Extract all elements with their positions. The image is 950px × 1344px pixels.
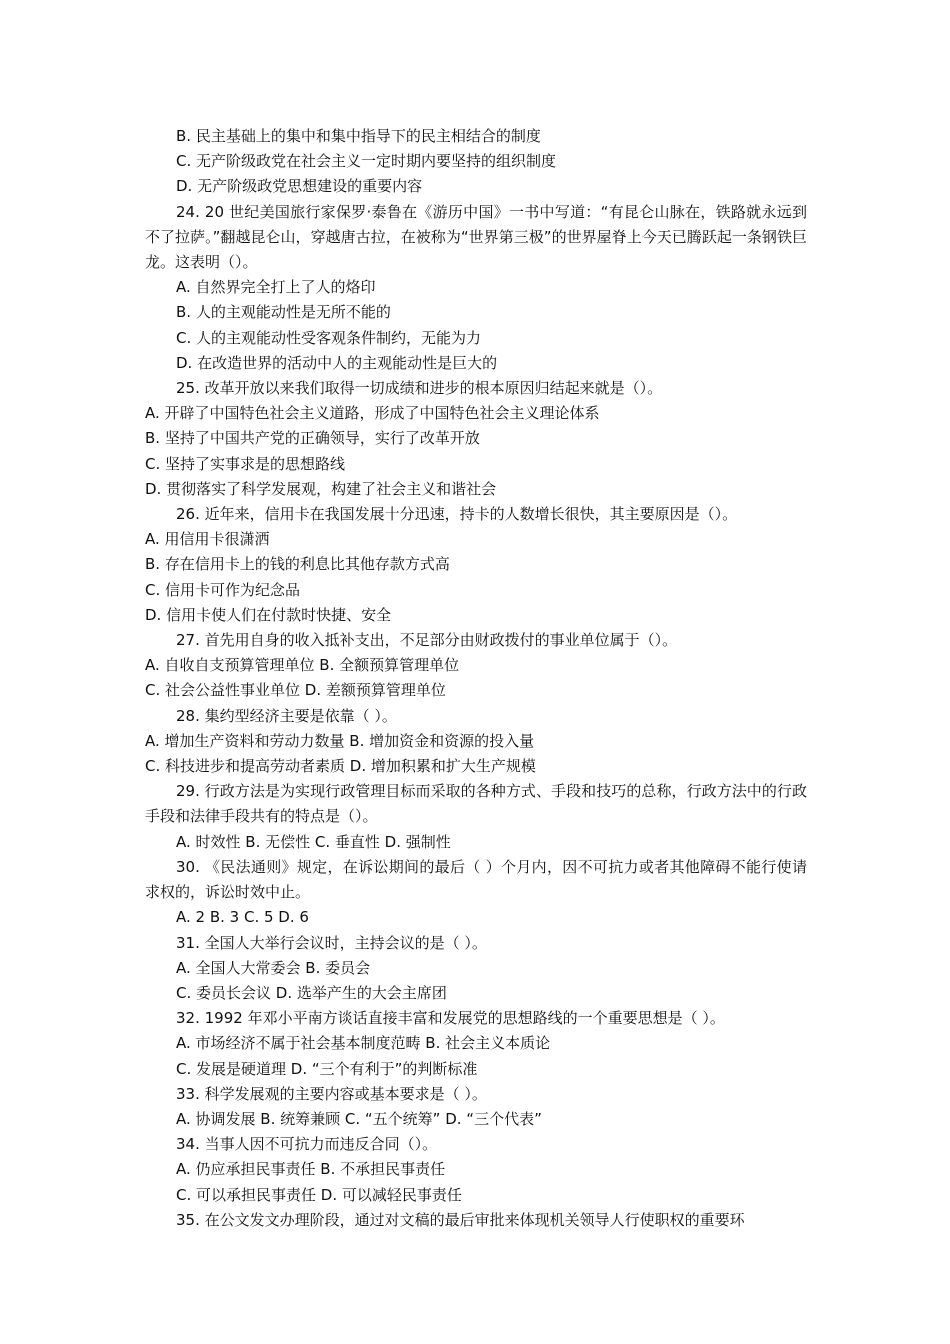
option-line: A. 2 B. 3 C. 5 D. 6 [176,908,309,927]
option-line: C. 委员长会议 D. 选举产生的大会主席团 [176,983,447,1002]
option-line: C. 无产阶级政党在社会主义一定时期内要坚持的组织制度 [176,152,557,171]
option-line: B. 民主基础上的集中和集中指导下的民主相结合的制度 [176,127,541,145]
question-25: 25. 改革开放以来我们取得一切成绩和进步的根本原因归结起来就是（）。 [176,379,663,398]
option-line: B. 人的主观能动性是无所不能的 [176,303,391,322]
option-line: C. 发展是硬道理 D. “三个有利于”的判断标准 [176,1059,478,1078]
question-32: 32. 1992 年邓小平南方谈话直接丰富和发展党的思想路线的一个重要思想是（ ）。 [176,1009,725,1028]
option-line: D. 在改造世界的活动中人的主观能动性是巨大的 [176,353,498,372]
option-line: C. 坚持了实事求是的思想路线 [145,454,346,473]
question-28: 28. 集约型经济主要是依靠（ ）。 [176,706,397,725]
option-line: D. 信用卡使人们在付款时快捷、安全 [145,605,392,624]
option-line: A. 自然界完全打上了人的烙印 [176,278,376,297]
option-line: B. 存在信用卡上的钱的利息比其他存款方式高 [145,555,450,574]
option-line: A. 市场经济不属于社会基本制度范畴 B. 社会主义本质论 [176,1034,551,1053]
question-27: 27. 首先用自身的收入抵补支出，不足部分由财政拨付的事业单位属于（）。 [176,631,678,650]
option-line: A. 用信用卡很潇洒 [145,530,270,549]
question-26: 26. 近年来，信用卡在我国发展十分迅速，持卡的人数增长很快，其主要原因是（）。 [176,505,738,524]
option-line: C. 人的主观能动性受客观条件制约，无能为力 [176,328,482,347]
option-line: A. 自收自支预算管理单位 B. 全额预算管理单位 [145,656,460,675]
option-line: C. 科技进步和提高劳动者素质 D. 增加积累和扩大生产规模 [145,757,536,776]
option-line: A. 时效性 B. 无偿性 C. 垂直性 D. 强制性 [176,832,451,851]
question-33: 33. 科学发展观的主要内容或基本要求是（ ）。 [176,1084,487,1103]
option-line: A. 开辟了中国特色社会主义道路，形成了中国特色社会主义理论体系 [145,404,600,423]
question-29: 29. 行政方法是为实现行政管理目标而采取的各种方式、手段和技巧的总称，行政方法中的行政手段和法律手段共有的特点是（）。 [145,782,807,826]
option-line: B. 坚持了中国共产党的正确领导，实行了改革开放 [145,429,480,448]
question-34: 34. 当事人因不可抗力而违反合同（）。 [176,1135,438,1154]
option-line: A. 全国人大常委会 B. 委员会 [176,958,371,977]
option-line: C. 可以承担民事责任 D. 可以减轻民事责任 [176,1185,462,1204]
option-line: C. 信用卡可作为纪念品 [145,580,301,599]
option-line: A. 增加生产资料和劳动力数量 B. 增加资金和资源的投入量 [145,731,535,750]
option-line: D. 贯彻落实了科学发展观，构建了社会主义和谐社会 [145,479,497,498]
option-line: A. 仍应承担民事责任 B. 不承担民事责任 [176,1160,446,1179]
question-31: 31. 全国人大举行会议时，主持会议的是（ ）。 [176,933,487,952]
document-body [145,124,807,1233]
option-line: C. 社会公益性事业单位 D. 差额预算管理单位 [145,681,446,700]
option-line: A. 协调发展 B. 统筹兼顾 C. “五个统筹” D. “三个代表” [176,1109,542,1128]
option-line: D. 无产阶级政党思想建设的重要内容 [176,177,423,196]
question-30: 30. 《民法通则》规定，在诉讼期间的最后（ ）个月内，因不可抗力或者其他障碍不能行使请求权的，诉讼时效中止。 [145,857,807,902]
question-24: 24. 20 世纪美国旅行家保罗·泰鲁在《游历中国》一书中写道：“有昆仑山脉在，铁路就永远到不了拉萨。”翻越昆仑山，穿越唐古拉，在被称为“世界第三极”的世界屋脊上今天已腾跃起一条钢铁巨龙。这表明（）。 [145,202,807,272]
question-35: 35. 在公文发文办理阶段，通过对文稿的最后审批来体现机关领导人行使职权的重要环 [176,1210,745,1229]
